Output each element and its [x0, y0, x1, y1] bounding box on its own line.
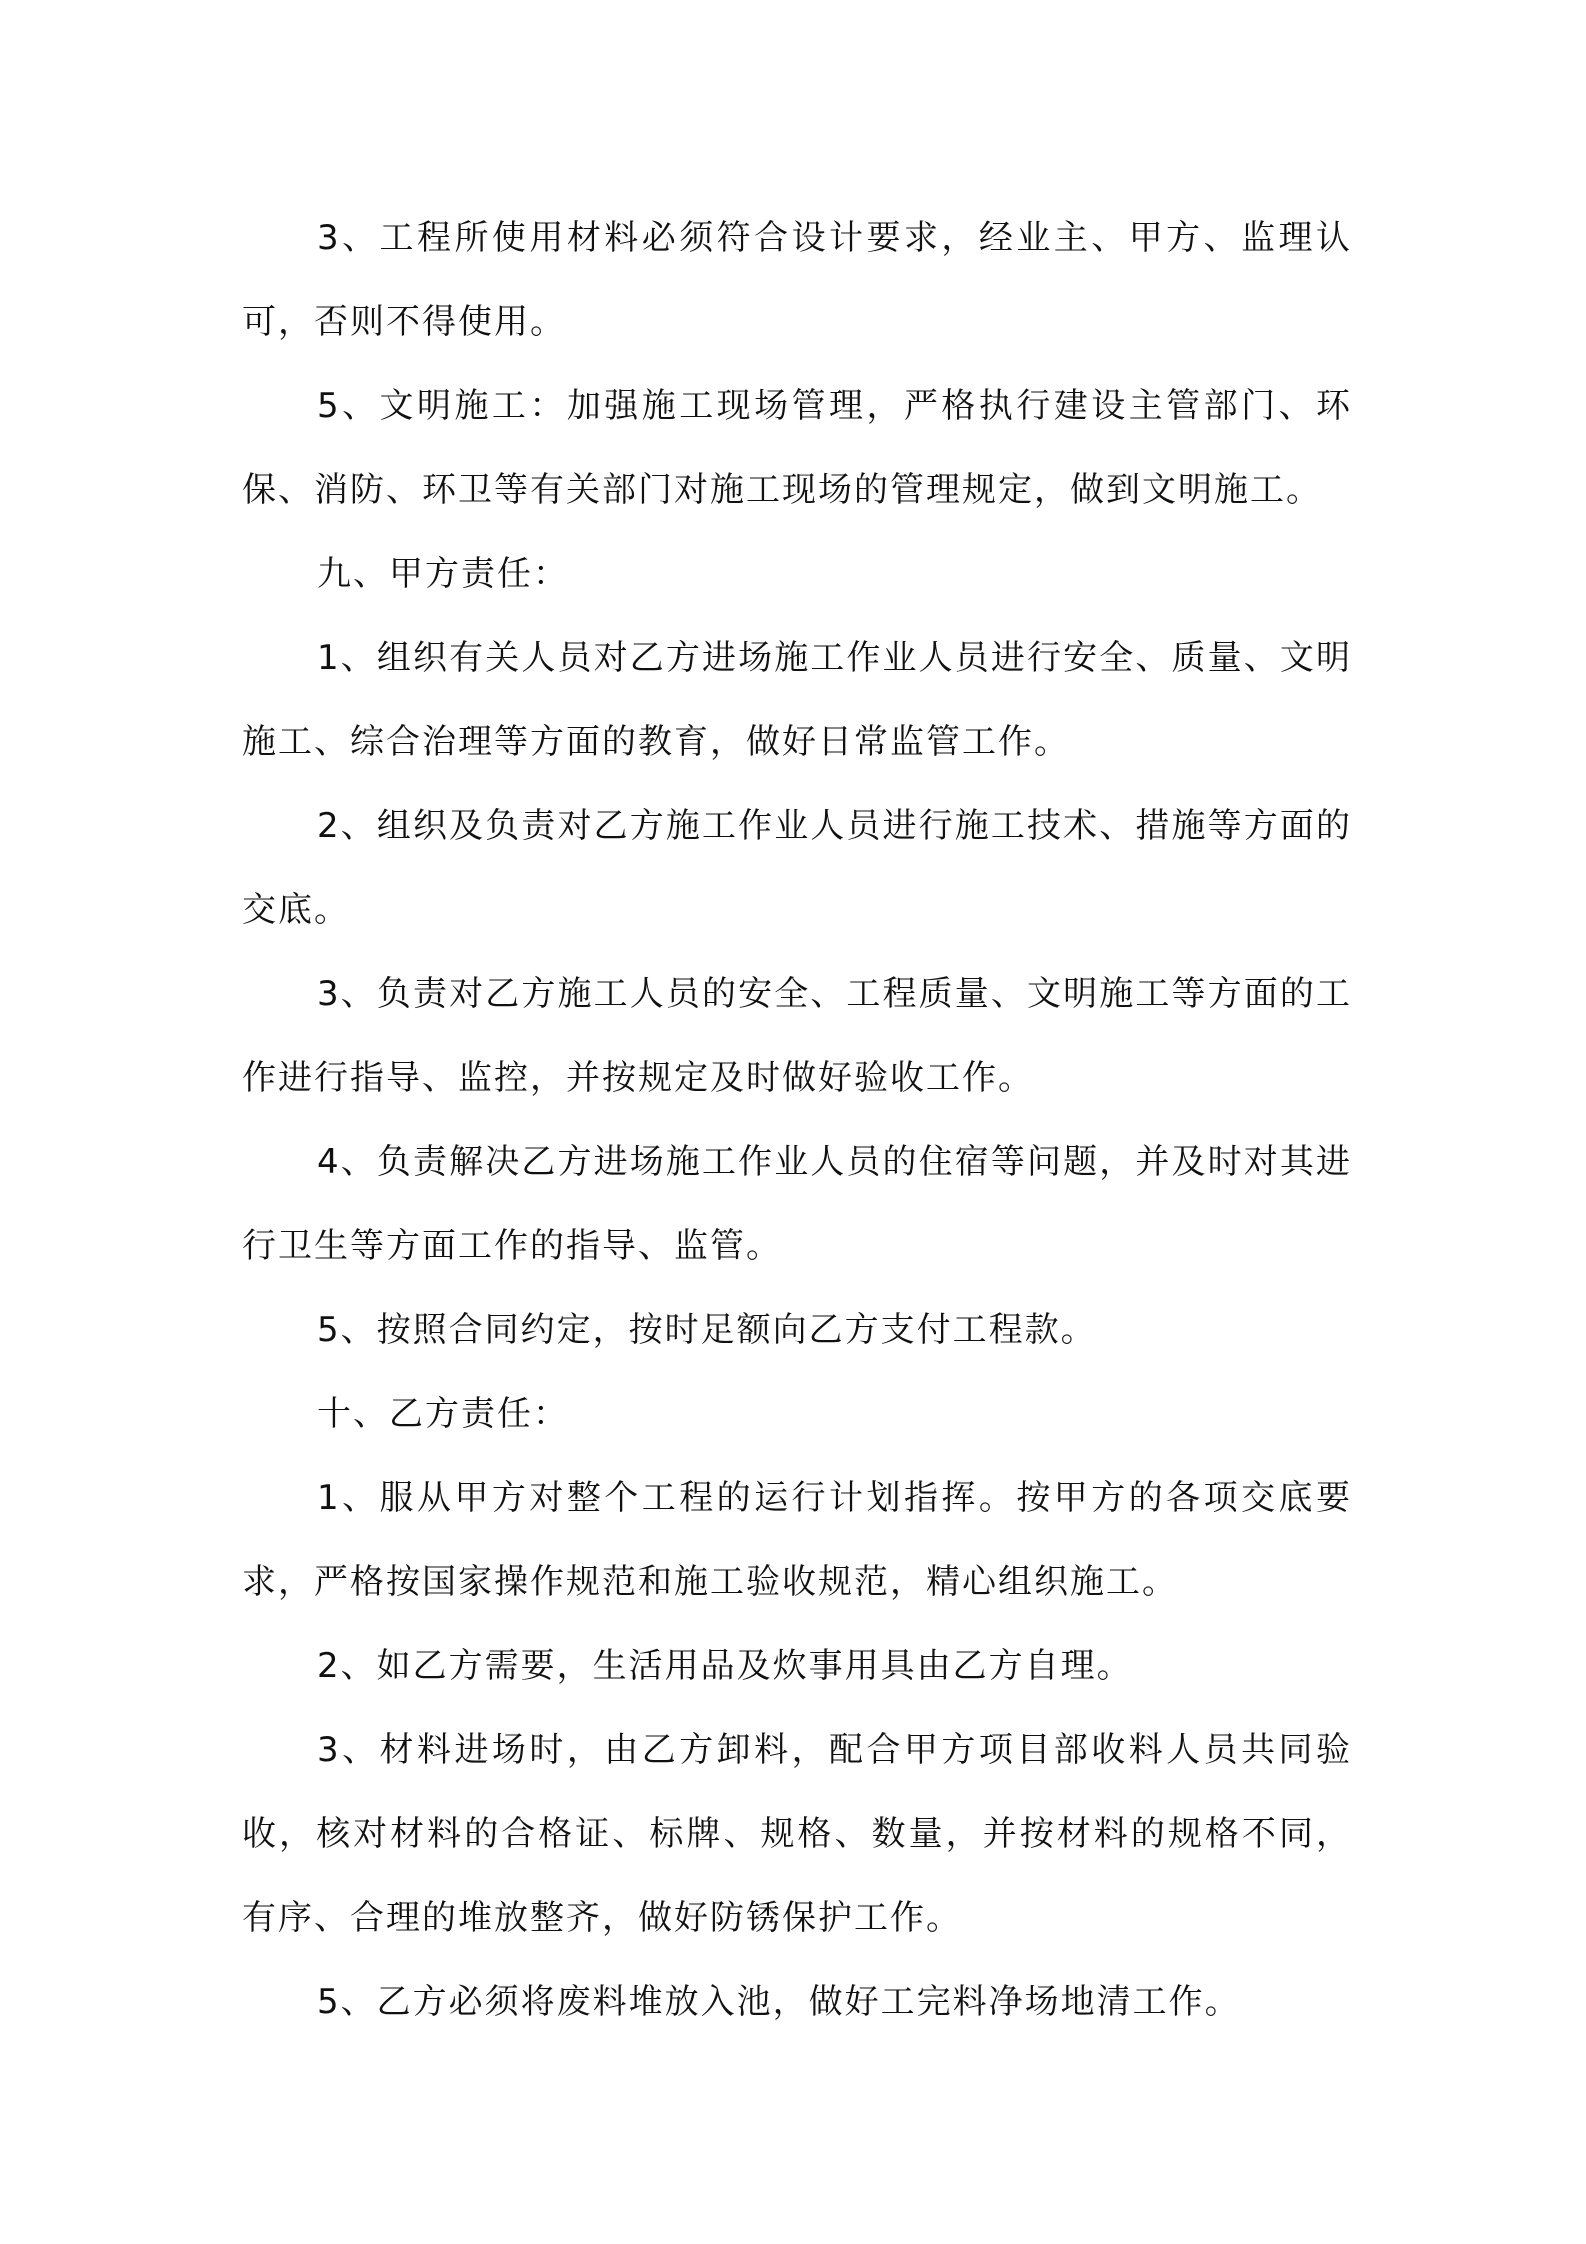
document-body [242, 196, 1352, 2044]
section-heading-party-a: 九、甲方责任： [317, 554, 569, 594]
paragraph-civilized-construction: 5、文明施工：加强施工现场管理，严格执行建设主管部门、环保、消防、环卫等有关部门对施工现场的管理规定，做到文明施工。 [242, 386, 1352, 510]
paragraph-party-b-item-1: 1、服从甲方对整个工程的运行计划指挥。按甲方的各项交底要求，严格按国家操作规范和施工验收规范，精心组织施工。 [242, 1478, 1352, 1602]
paragraph-party-a-item-3: 3、负责对乙方施工人员的安全、工程质量、文明施工等方面的工作进行指导、监控，并按规定及时做好验收工作。 [242, 974, 1352, 1098]
paragraph-party-a-item-2: 2、组织及负责对乙方施工作业人员进行施工技术、措施等方面的交底。 [242, 806, 1352, 930]
paragraph-party-a-item-5: 5、按照合同约定，按时足额向乙方支付工程款。 [317, 1310, 1097, 1350]
paragraph-party-a-item-4: 4、负责解决乙方进场施工作业人员的住宿等问题，并及时对其进行卫生等方面工作的指导、监管。 [242, 1142, 1352, 1266]
paragraph-materials-requirement: 3、工程所使用材料必须符合设计要求，经业主、甲方、监理认可，否则不得使用。 [242, 218, 1352, 342]
paragraph-party-b-item-5: 5、乙方必须将废料堆放入池，做好工完料净场地清工作。 [317, 1982, 1241, 2022]
paragraph-party-b-item-3: 3、材料进场时，由乙方卸料，配合甲方项目部收料人员共同验收，核对材料的合格证、标牌、规格、数量，并按材料的规格不同，有序、合理的堆放整齐，做好防锈保护工作。 [242, 1730, 1352, 1938]
paragraph-party-b-item-2: 2、如乙方需要，生活用品及炊事用具由乙方自理。 [317, 1646, 1133, 1686]
section-heading-party-b: 十、乙方责任： [317, 1394, 569, 1434]
paragraph-party-a-item-1: 1、组织有关人员对乙方进场施工作业人员进行安全、质量、文明施工、综合治理等方面的教育，做好日常监管工作。 [242, 638, 1352, 762]
